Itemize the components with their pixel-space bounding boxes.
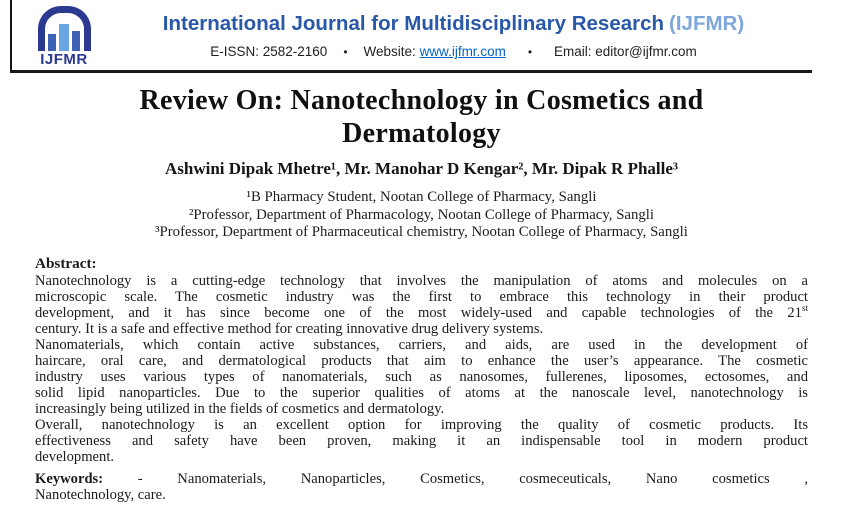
abstract-heading: Abstract: — [35, 254, 97, 272]
journal-abbreviation: (IJFMR) — [669, 12, 745, 35]
journal-info-line — [100, 44, 807, 59]
keywords-line2: Nanotechnology, care. — [35, 487, 166, 503]
affiliation-line: ²Professor, Department of Pharmacology, Nootan College of Pharmacy, Sangli — [188, 206, 655, 223]
logo-arch-icon — [38, 6, 91, 51]
affiliations — [35, 189, 808, 242]
abstract-line: effectiveness and safety have been proven, making it an indispensable tool in modern product — [35, 432, 808, 449]
keywords-section — [35, 471, 808, 504]
website-label: Website: — [363, 44, 416, 59]
logo-building-bar — [72, 31, 80, 51]
bullet-separator: • — [343, 45, 348, 59]
logo-building-bar — [48, 34, 56, 51]
abstract-line: development. — [35, 448, 115, 465]
affiliation-line: ³Professor, Department of Pharmaceutical chemistry, Nootan College of Pharmacy, Sangli — [155, 224, 688, 240]
article-title-line1: Review On: Nanotechnology in Cosmetics and — [139, 85, 704, 116]
abstract-line: development, and it has since become one of the most widely-used and capable technologies of the 21st — [35, 302, 808, 321]
website-link[interactable]: www.ijfmr.com — [419, 44, 506, 59]
journal-title-text: International Journal for Multidisciplinary Research — [162, 12, 665, 35]
abstract-line: increasingly being utilized in the fields of cosmetics and dermatology. — [35, 400, 445, 417]
logo-text: IJFMR — [40, 51, 88, 68]
abstract-line: Nanomaterials, which contain active substances, carriers, and aids, are used in the development of — [35, 336, 808, 353]
abstract-line: Nanotechnology is a cutting-edge technology that involves the manipulation of atoms and molecules on a — [35, 272, 808, 289]
header-left-border — [10, 0, 12, 71]
header-divider-rule — [10, 70, 812, 73]
keywords-label: Keywords: — [35, 470, 104, 487]
article-title-line2: Dermatology — [342, 118, 501, 149]
email-text: Email: editor@ijfmr.com — [554, 44, 697, 59]
article-title — [35, 84, 808, 150]
journal-title — [100, 12, 807, 36]
bullet-separator: • — [527, 45, 533, 59]
abstract-line: century. It is a safe and effective method for creating innovative drug delivery systems. — [35, 320, 544, 337]
eissn-text: E-ISSN: 2582-2160 — [210, 44, 328, 59]
abstract-line: microscopic scale. The cosmetic industry was the first to embrace this technology in their product — [35, 288, 808, 305]
article-content — [35, 84, 808, 504]
abstract-line: haircare, oral care, and dermatological products that aim to enhance the user’s appearance. The cosmetic — [35, 352, 808, 369]
affiliation-line: ¹B Pharmacy Student, Nootan College of Pharmacy, Sangli — [246, 189, 597, 205]
authors-line: Ashwini Dipak Mhetre¹, Mr. Manohar D Kengar², Mr. Dipak R Phalle³ — [164, 159, 679, 178]
abstract-body — [35, 273, 808, 465]
abstract-line: Overall, nanotechnology is an excellent option for improving the quality of cosmetic products. Its — [35, 416, 808, 433]
abstract-line: industry uses various types of nanomaterials, such as nanosomes, fullerenes, liposomes, ectosomes, and — [35, 368, 808, 385]
keywords-line1 — [35, 471, 808, 488]
ijfmr-logo — [31, 6, 97, 68]
logo-building-bar — [59, 24, 69, 51]
superscript: st — [801, 302, 808, 313]
abstract-line: solid lipid nanoparticles. Due to the superior qualities of atoms at the nanoscale level, nanotechnology is — [35, 384, 808, 401]
keywords-text: - Nanomaterials, Nanoparticles, Cosmetics, cosmeceuticals, Nano cosmetics , — [137, 470, 808, 487]
journal-header — [100, 12, 807, 59]
